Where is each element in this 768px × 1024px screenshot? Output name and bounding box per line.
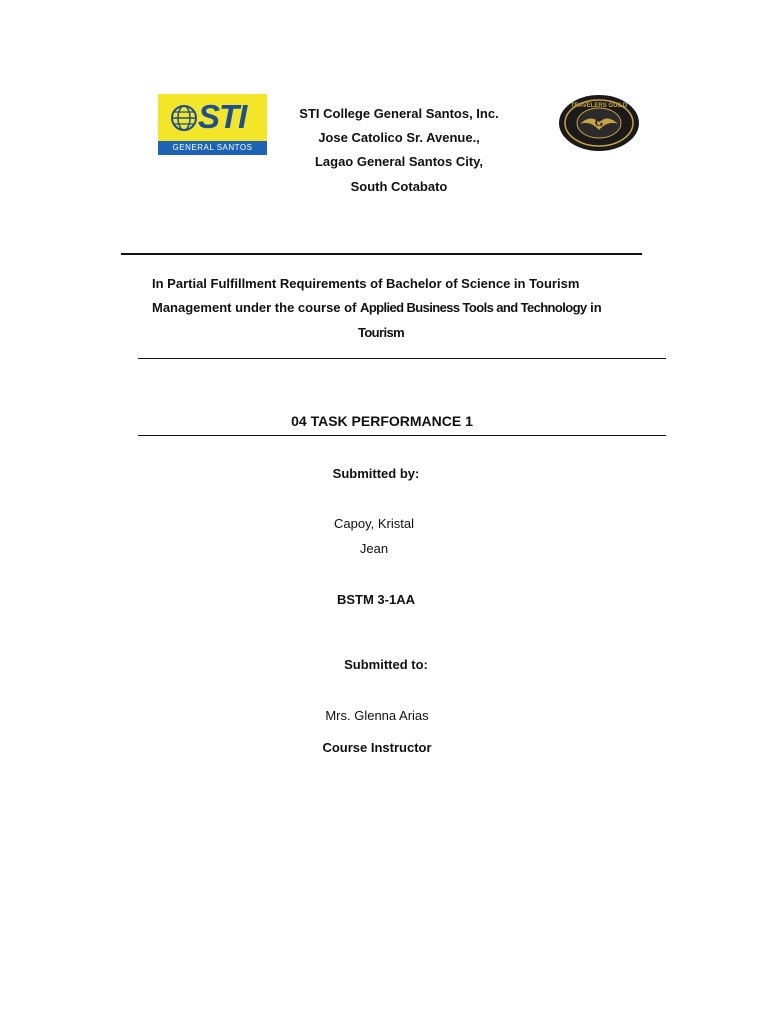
school-street: Jose Catolico Sr. Avenue., — [318, 130, 480, 145]
guild-seal — [558, 94, 640, 152]
student-section: BSTM 3-1AA — [336, 592, 415, 607]
task-title: 04 TASK PERFORMANCE 1 — [291, 413, 473, 429]
fulfillment-line-2-start: Management under the course of — [152, 300, 361, 315]
header-divider — [121, 253, 642, 255]
globe-icon — [170, 104, 198, 132]
school-city: Lagao General Santos City, — [314, 154, 484, 169]
instructor-name: Mrs. Glenna Arias — [325, 708, 429, 723]
fulfillment-line-1: In Partial Fulfillment Requirements of Bachelor of Science in Tourism — [152, 276, 580, 291]
instructor-role: Course Instructor — [322, 740, 432, 755]
sti-logo-word: STI — [198, 98, 247, 135]
sti-logo-band: GENERAL SANTOS — [158, 141, 267, 155]
fulfillment-line-2 — [152, 300, 602, 316]
school-name: STI College General Santos, Inc. — [299, 106, 499, 121]
course-name: Applied Business Tools and Technology — [360, 300, 587, 315]
submitted-to-label: Submitted to: — [344, 657, 428, 672]
seal-text: TRAVELERS GUILD — [570, 103, 628, 109]
student-name-line-2: Jean — [359, 541, 389, 556]
student-name-line-1: Capoy, Kristal — [334, 516, 414, 531]
title-divider — [138, 435, 666, 436]
submitted-by-label: Submitted by: — [332, 466, 420, 481]
fulfillment-line-2-end: in — [586, 300, 602, 315]
paragraph-divider — [138, 358, 666, 359]
fulfillment-line-3: Tourism — [357, 325, 405, 340]
school-province: South Cotabato — [350, 179, 448, 194]
seal-letter: G — [594, 117, 604, 129]
